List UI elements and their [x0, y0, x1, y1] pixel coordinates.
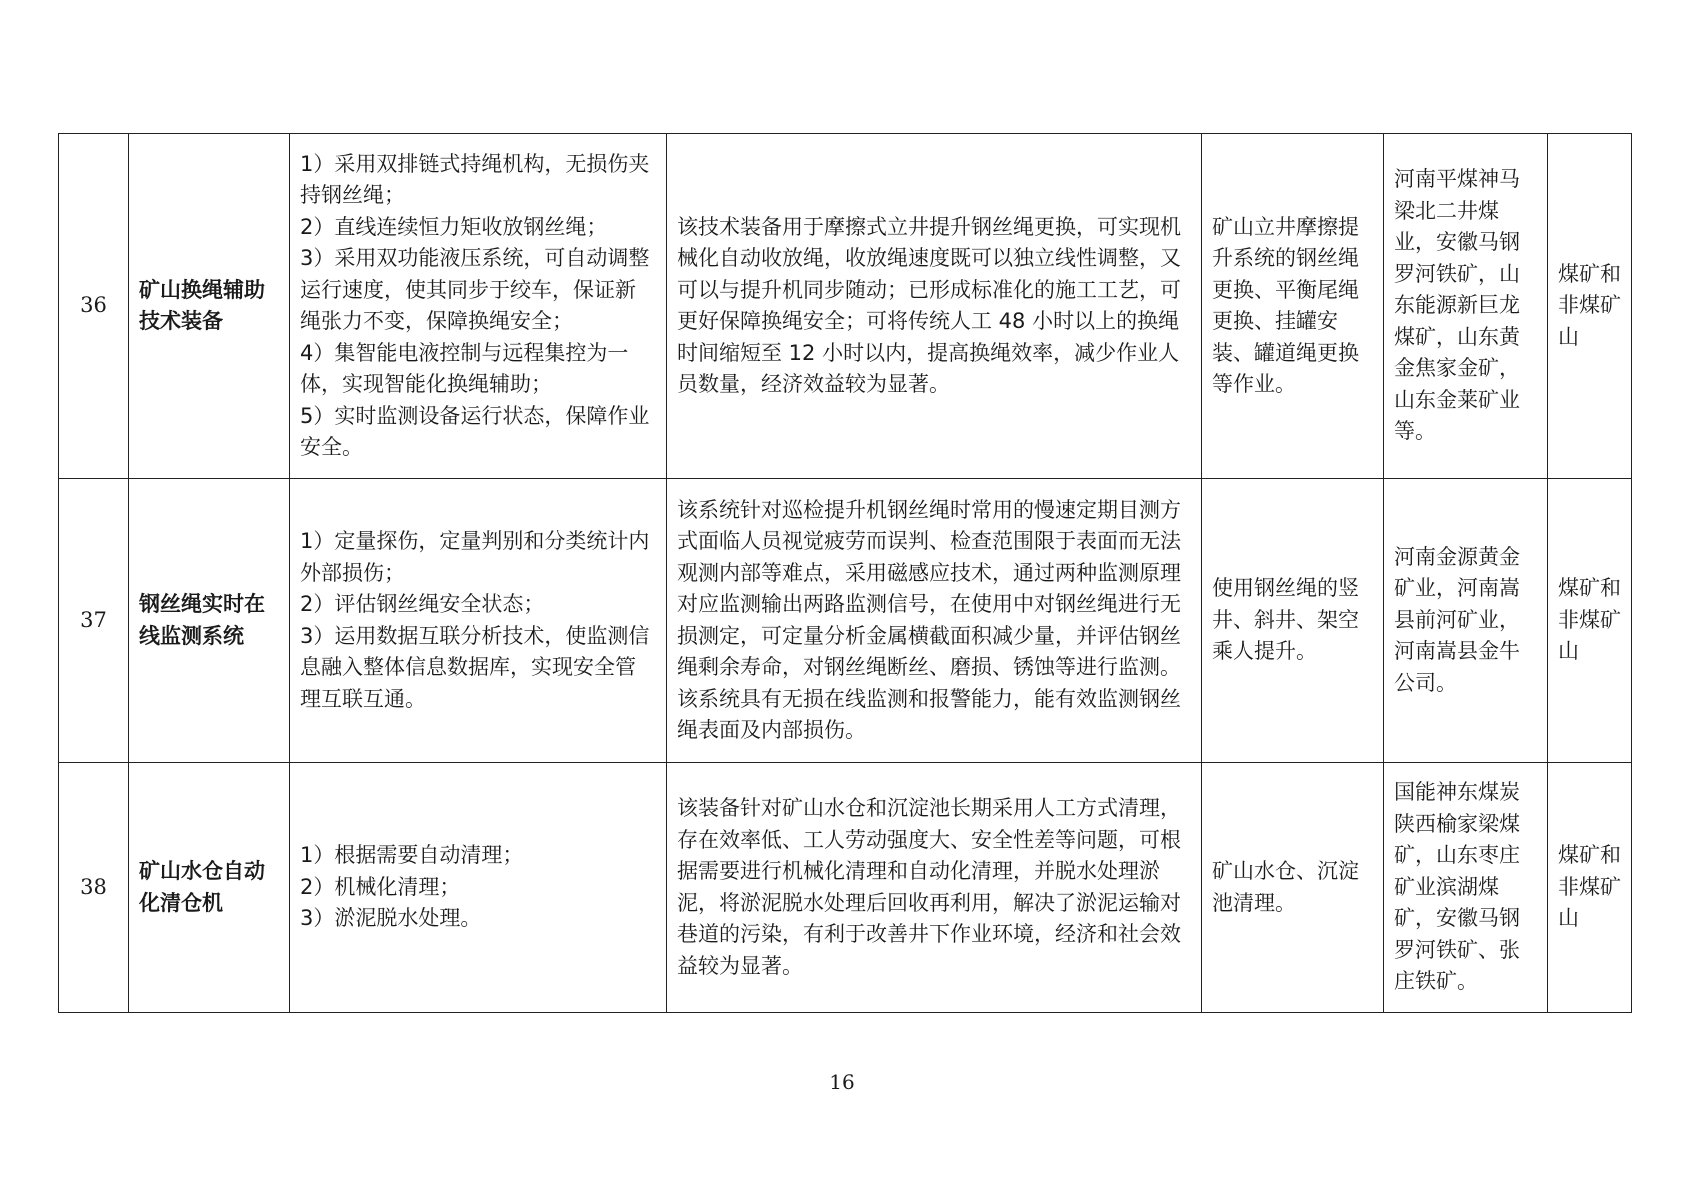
- mine-type: 煤矿和非煤矿山: [1548, 479, 1632, 763]
- equipment-features: [290, 763, 667, 1013]
- feature-item: 1）根据需要自动清理；: [300, 843, 524, 868]
- feature-item: 1）采用双排链式持绳机构，无损伤夹持钢丝绳；: [300, 151, 650, 207]
- equipment-description: 该系统针对巡检提升机钢丝绳时常用的慢速定期目测方式面临人员视觉疲劳而误判、检查范围限于表面而无法观测内部等难点，采用磁感应技术，通过两种监测原理对应监测输出两路监测信号，在使用中对钢丝绳进行无损测定，可定量分析金属横截面积减少量，并评估钢丝绳剩余寿命，对钢丝绳断丝、磨损、锈蚀等进行监测。该系统具有无损在线监测和报警能力，能有效监测钢丝绳表面及内部损伤。: [667, 479, 1202, 763]
- table-row: [59, 134, 1632, 479]
- equipment-features: [290, 134, 667, 479]
- application-units: 国能神东煤炭陕西榆家梁煤矿，山东枣庄矿业滨湖煤矿，安徽马钢罗河铁矿、张庄铁矿。: [1384, 763, 1548, 1013]
- equipment-table: [58, 133, 1632, 1013]
- equipment-name: 矿山换绳辅助技术装备: [129, 134, 290, 479]
- equipment-description: 该装备针对矿山水仓和沉淀池长期采用人工方式清理，存在效率低、工人劳动强度大、安全性差等问题，可根据需要进行机械化清理和自动化清理，并脱水处理淤泥，将淤泥脱水处理后回收再利用，解决了淤泥运输对巷道的污染，有利于改善井下作业环境，经济和社会效益较为显著。: [667, 763, 1202, 1013]
- application-scope: 矿山水仓、沉淀池清理。: [1202, 763, 1384, 1013]
- mine-type: 煤矿和非煤矿山: [1548, 134, 1632, 479]
- feature-item: 5）实时监测设备运行状态，保障作业安全。: [300, 403, 650, 459]
- application-units: 河南平煤神马梁北二井煤业，安徽马钢罗河铁矿，山东能源新巨龙煤矿，山东黄金焦家金矿，山东金莱矿业等。: [1384, 134, 1548, 479]
- feature-item: 3）淤泥脱水处理。: [300, 906, 482, 931]
- feature-item: 3）运用数据互联分析技术，使监测信息融入整体信息数据库，实现安全管理互联互通。: [300, 623, 650, 711]
- row-number: 36: [59, 134, 129, 479]
- feature-item: 2）评估钢丝绳安全状态；: [300, 592, 545, 616]
- equipment-name: 矿山水仓自动化清仓机: [129, 763, 290, 1013]
- equipment-description: 该技术装备用于摩擦式立井提升钢丝绳更换，可实现机械化自动收放绳，收放绳速度既可以独立线性调整，又可以与提升机同步随动；已形成标准化的施工工艺，可更好保障换绳安全；可将传统人工 48 小时以上的换绳时间缩短至 12 小时以内，提高换绳效率，减少作业人员数量，经济效益较为显著。: [667, 134, 1202, 479]
- application-scope: 矿山立井摩擦提升系统的钢丝绳更换、平衡尾绳更换、挂罐安装、罐道绳更换等作业。: [1202, 134, 1384, 479]
- feature-item: 2）直线连续恒力矩收放钢丝绳；: [300, 214, 608, 239]
- application-scope: 使用钢丝绳的竖井、斜井、架空乘人提升。: [1202, 479, 1384, 763]
- table-row: [59, 479, 1632, 763]
- feature-item: 2）机械化清理；: [300, 874, 461, 899]
- equipment-features: [290, 479, 667, 763]
- feature-item: 4）集智能电液控制与远程集控为一体，实现智能化换绳辅助；: [300, 340, 629, 396]
- table-row: [59, 763, 1632, 1013]
- row-number: 38: [59, 763, 129, 1013]
- feature-item: 1）定量探伤，定量判别和分类统计内外部损伤；: [300, 529, 650, 585]
- page-number: 16: [829, 1070, 855, 1094]
- mine-type: 煤矿和非煤矿山: [1548, 763, 1632, 1013]
- application-units: 河南金源黄金矿业，河南嵩县前河矿业，河南嵩县金牛公司。: [1384, 479, 1548, 763]
- row-number: 37: [59, 479, 129, 763]
- feature-item: 3）采用双功能液压系统，可自动调整运行速度，使其同步于绞车，保证新绳张力不变，保障换绳安全；: [300, 246, 650, 333]
- equipment-name: 钢丝绳实时在线监测系统: [129, 479, 290, 763]
